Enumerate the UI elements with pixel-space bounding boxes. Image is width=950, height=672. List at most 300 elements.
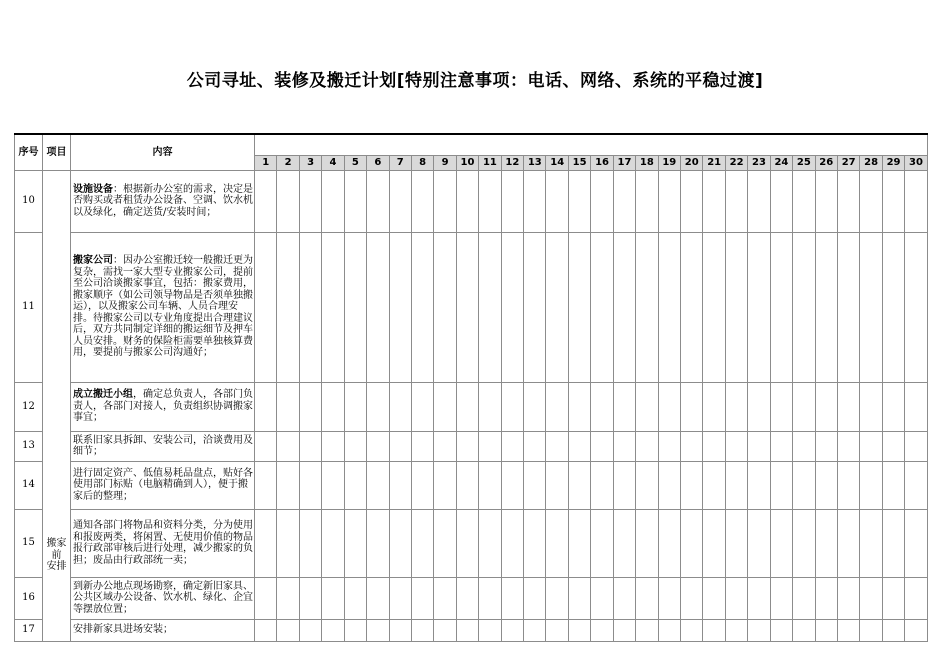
day-cell[interactable] <box>770 232 792 382</box>
day-cell[interactable] <box>411 170 433 232</box>
row-content <box>71 509 255 577</box>
day-cell[interactable] <box>815 509 837 577</box>
day-cell[interactable] <box>389 170 411 232</box>
day-cell[interactable] <box>456 461 478 509</box>
row-seq: 16 <box>15 577 43 619</box>
day-cell[interactable] <box>882 509 904 577</box>
day-cell[interactable] <box>524 170 546 232</box>
day-cell[interactable] <box>703 170 725 232</box>
day-cell[interactable] <box>725 619 747 641</box>
day-cell[interactable] <box>367 431 389 461</box>
day-cell[interactable] <box>591 431 613 461</box>
day-cell[interactable] <box>703 232 725 382</box>
category-line: 搬家 <box>46 538 67 550</box>
day-cell[interactable] <box>591 232 613 382</box>
day-cell[interactable] <box>725 431 747 461</box>
header-seq: 序号 <box>15 134 43 170</box>
day-cell[interactable] <box>524 382 546 431</box>
day-cell[interactable] <box>568 619 590 641</box>
day-cell[interactable] <box>905 461 927 509</box>
day-cell[interactable] <box>322 170 344 232</box>
day-cell[interactable] <box>255 382 277 431</box>
row-content-text: 通知各部门将物品和资料分类，分为使用和报废两类，将闲置、无使用价值的物品报行政部审核后进行处理，减少搬家的负担；废品由行政部统一卖； <box>73 520 253 566</box>
table-row <box>15 431 928 461</box>
day-cell[interactable] <box>837 619 859 641</box>
row-content <box>71 232 255 382</box>
day-cell[interactable] <box>299 461 321 509</box>
day-cell[interactable] <box>344 170 366 232</box>
day-cell[interactable] <box>524 577 546 619</box>
day-cell[interactable] <box>793 619 815 641</box>
day-cell[interactable] <box>725 170 747 232</box>
row-content-text: 到新办公地点现场勘察，确定新旧家具、公共区域办公设备、饮水机、绿化、企宜等摆放位置； <box>73 580 253 615</box>
day-cell[interactable] <box>501 577 523 619</box>
day-cell[interactable] <box>299 577 321 619</box>
day-cell[interactable] <box>367 461 389 509</box>
day-cell[interactable] <box>591 577 613 619</box>
day-cell[interactable] <box>299 619 321 641</box>
day-header: 28 <box>860 155 882 170</box>
day-cell[interactable] <box>591 619 613 641</box>
day-cell[interactable] <box>277 509 299 577</box>
header-category: 项目 <box>43 134 71 170</box>
day-header: 17 <box>613 155 635 170</box>
day-cell[interactable] <box>658 619 680 641</box>
day-header: 30 <box>905 155 927 170</box>
day-cell[interactable] <box>434 577 456 619</box>
day-header: 10 <box>456 155 478 170</box>
day-cell[interactable] <box>524 431 546 461</box>
day-cell[interactable] <box>434 382 456 431</box>
day-header: 26 <box>815 155 837 170</box>
day-cell[interactable] <box>255 461 277 509</box>
row-content <box>71 170 255 232</box>
day-cell[interactable] <box>389 619 411 641</box>
day-cell[interactable] <box>367 382 389 431</box>
day-cell[interactable] <box>434 232 456 382</box>
day-cell[interactable] <box>367 619 389 641</box>
table-row <box>15 170 928 232</box>
day-cell[interactable] <box>658 509 680 577</box>
row-content-text: 进行固定资产、低值易耗品盘点，贴好各使用部门标贴（电脑精确到人），便于搬家后的整理； <box>73 467 253 502</box>
day-cell[interactable] <box>793 382 815 431</box>
day-header: 19 <box>658 155 680 170</box>
day-cell[interactable] <box>770 509 792 577</box>
day-cell[interactable] <box>882 577 904 619</box>
table-row <box>15 382 928 431</box>
day-cell[interactable] <box>299 509 321 577</box>
day-cell[interactable] <box>860 461 882 509</box>
day-cell[interactable] <box>434 619 456 641</box>
day-header: 2 <box>277 155 299 170</box>
row-seq: 13 <box>15 431 43 461</box>
day-cell[interactable] <box>411 619 433 641</box>
row-content-heading: 搬家公司 <box>73 255 113 267</box>
day-cell[interactable] <box>277 619 299 641</box>
day-cell[interactable] <box>479 431 501 461</box>
day-cell[interactable] <box>411 577 433 619</box>
day-header: 24 <box>770 155 792 170</box>
day-cell[interactable] <box>299 232 321 382</box>
day-cell[interactable] <box>322 232 344 382</box>
day-cell[interactable] <box>815 577 837 619</box>
day-cell[interactable] <box>479 382 501 431</box>
day-cell[interactable] <box>613 431 635 461</box>
relocation-plan-table <box>14 133 928 642</box>
day-cell[interactable] <box>568 232 590 382</box>
day-cell[interactable] <box>322 382 344 431</box>
day-cell[interactable] <box>591 382 613 431</box>
day-header: 16 <box>591 155 613 170</box>
day-cell[interactable] <box>546 232 568 382</box>
day-cell[interactable] <box>681 382 703 431</box>
day-cell[interactable] <box>860 509 882 577</box>
day-cell[interactable] <box>299 431 321 461</box>
day-cell[interactable] <box>658 431 680 461</box>
day-cell[interactable] <box>546 461 568 509</box>
day-cell[interactable] <box>837 431 859 461</box>
day-cell[interactable] <box>748 509 770 577</box>
day-cell[interactable] <box>546 509 568 577</box>
day-cell[interactable] <box>681 170 703 232</box>
day-header: 6 <box>367 155 389 170</box>
day-cell[interactable] <box>568 461 590 509</box>
day-cell[interactable] <box>793 509 815 577</box>
day-cell[interactable] <box>322 577 344 619</box>
day-cell[interactable] <box>411 382 433 431</box>
day-cell[interactable] <box>748 577 770 619</box>
day-cell[interactable] <box>905 577 927 619</box>
day-cell[interactable] <box>367 509 389 577</box>
day-cell[interactable] <box>636 509 658 577</box>
day-cell[interactable] <box>658 577 680 619</box>
day-cell[interactable] <box>905 170 927 232</box>
day-cell[interactable] <box>456 619 478 641</box>
day-cell[interactable] <box>748 431 770 461</box>
day-cell[interactable] <box>837 170 859 232</box>
day-cell[interactable] <box>882 170 904 232</box>
day-cell[interactable] <box>770 461 792 509</box>
day-cell[interactable] <box>658 461 680 509</box>
day-cell[interactable] <box>344 461 366 509</box>
day-cell[interactable] <box>613 232 635 382</box>
day-cell[interactable] <box>344 431 366 461</box>
day-cell[interactable] <box>277 382 299 431</box>
day-cell[interactable] <box>546 170 568 232</box>
day-cell[interactable] <box>591 461 613 509</box>
table-row <box>15 509 928 577</box>
day-cell[interactable] <box>815 382 837 431</box>
day-cell[interactable] <box>411 232 433 382</box>
day-cell[interactable] <box>501 509 523 577</box>
day-cell[interactable] <box>568 577 590 619</box>
day-cell[interactable] <box>860 577 882 619</box>
day-header: 15 <box>568 155 590 170</box>
day-cell[interactable] <box>613 382 635 431</box>
day-cell[interactable] <box>658 382 680 431</box>
table-row <box>15 232 928 382</box>
day-cell[interactable] <box>322 619 344 641</box>
day-header: 25 <box>793 155 815 170</box>
day-cell[interactable] <box>546 619 568 641</box>
day-cell[interactable] <box>658 170 680 232</box>
day-cell[interactable] <box>681 431 703 461</box>
day-cell[interactable] <box>725 577 747 619</box>
day-cell[interactable] <box>277 431 299 461</box>
day-cell[interactable] <box>882 382 904 431</box>
day-header: 23 <box>748 155 770 170</box>
table-row <box>15 577 928 619</box>
day-header: 14 <box>546 155 568 170</box>
day-cell[interactable] <box>456 431 478 461</box>
page-title: 公司寻址、装修及搬迁计划[特别注意事项：电话、网络、系统的平稳过渡] <box>186 71 764 91</box>
day-cell[interactable] <box>479 577 501 619</box>
day-cell[interactable] <box>255 509 277 577</box>
day-cell[interactable] <box>748 619 770 641</box>
day-cell[interactable] <box>367 577 389 619</box>
day-cell[interactable] <box>681 232 703 382</box>
day-cell[interactable] <box>479 170 501 232</box>
day-cell[interactable] <box>636 382 658 431</box>
day-cell[interactable] <box>389 577 411 619</box>
day-cell[interactable] <box>770 170 792 232</box>
day-cell[interactable] <box>479 232 501 382</box>
day-cell[interactable] <box>591 509 613 577</box>
day-cell[interactable] <box>860 431 882 461</box>
day-cell[interactable] <box>636 170 658 232</box>
day-cell[interactable] <box>725 382 747 431</box>
day-cell[interactable] <box>703 461 725 509</box>
day-cell[interactable] <box>501 431 523 461</box>
day-cell[interactable] <box>344 382 366 431</box>
day-cell[interactable] <box>681 619 703 641</box>
day-cell[interactable] <box>411 431 433 461</box>
day-cell[interactable] <box>389 509 411 577</box>
day-cell[interactable] <box>837 577 859 619</box>
day-header: 21 <box>703 155 725 170</box>
day-cell[interactable] <box>546 382 568 431</box>
day-cell[interactable] <box>255 577 277 619</box>
day-cell[interactable] <box>860 232 882 382</box>
day-header: 3 <box>299 155 321 170</box>
day-cell[interactable] <box>613 577 635 619</box>
day-header: 4 <box>322 155 344 170</box>
day-cell[interactable] <box>501 382 523 431</box>
day-cell[interactable] <box>815 232 837 382</box>
day-cell[interactable] <box>636 577 658 619</box>
day-cell[interactable] <box>770 431 792 461</box>
day-cell[interactable] <box>793 170 815 232</box>
day-cell[interactable] <box>277 577 299 619</box>
day-cell[interactable] <box>299 382 321 431</box>
day-cell[interactable] <box>277 232 299 382</box>
day-cell[interactable] <box>322 461 344 509</box>
row-content <box>71 619 255 641</box>
day-cell[interactable] <box>837 382 859 431</box>
day-cell[interactable] <box>613 509 635 577</box>
day-header: 20 <box>681 155 703 170</box>
day-cell[interactable] <box>456 232 478 382</box>
day-cell[interactable] <box>524 619 546 641</box>
day-cell[interactable] <box>703 509 725 577</box>
day-cell[interactable] <box>344 619 366 641</box>
day-cell[interactable] <box>322 431 344 461</box>
header-content: 内容 <box>71 134 255 170</box>
day-cell[interactable] <box>613 461 635 509</box>
row-content <box>71 577 255 619</box>
day-cell[interactable] <box>479 509 501 577</box>
day-cell[interactable] <box>389 382 411 431</box>
row-content-heading: 设施设备 <box>73 183 113 195</box>
day-cell[interactable] <box>568 431 590 461</box>
day-cell[interactable] <box>748 170 770 232</box>
day-header: 22 <box>725 155 747 170</box>
category-line: 安排 <box>46 561 67 573</box>
row-seq: 10 <box>15 170 43 232</box>
day-cell[interactable] <box>703 431 725 461</box>
day-cell[interactable] <box>770 577 792 619</box>
day-cell[interactable] <box>568 509 590 577</box>
day-cell[interactable] <box>344 232 366 382</box>
day-cell[interactable] <box>882 461 904 509</box>
day-cell[interactable] <box>613 170 635 232</box>
day-cell[interactable] <box>501 232 523 382</box>
day-cell[interactable] <box>860 382 882 431</box>
day-cell[interactable] <box>725 232 747 382</box>
day-cell[interactable] <box>389 461 411 509</box>
day-cell[interactable] <box>456 170 478 232</box>
day-cell[interactable] <box>882 232 904 382</box>
day-cell[interactable] <box>434 431 456 461</box>
day-cell[interactable] <box>322 509 344 577</box>
day-cell[interactable] <box>479 461 501 509</box>
day-header: 18 <box>636 155 658 170</box>
day-cell[interactable] <box>434 170 456 232</box>
day-cell[interactable] <box>434 461 456 509</box>
day-cell[interactable] <box>344 577 366 619</box>
day-cell[interactable] <box>456 577 478 619</box>
day-cell[interactable] <box>905 232 927 382</box>
day-cell[interactable] <box>389 431 411 461</box>
day-cell[interactable] <box>367 170 389 232</box>
day-cell[interactable] <box>681 461 703 509</box>
day-header: 1 <box>255 155 277 170</box>
day-cell[interactable] <box>277 461 299 509</box>
day-cell[interactable] <box>793 577 815 619</box>
day-cell[interactable] <box>501 461 523 509</box>
day-cell[interactable] <box>725 461 747 509</box>
day-cell[interactable] <box>905 431 927 461</box>
day-cell[interactable] <box>793 431 815 461</box>
day-cell[interactable] <box>636 619 658 641</box>
day-cell[interactable] <box>568 382 590 431</box>
row-content-text: ：因办公室搬迁较一般搬迁更为复杂，需找一家大型专业搬家公司，提前至公司洽谈搬家事宜，包括：搬家费用，搬家顺序（如公司领导物品是否须单独搬运），以及搬家公司车辆、人员合理安排。待搬家公司以专业角度提出合理建议后，双方共同制定详细的搬运细节及押车人员安排。财务的保险柜需要单独核算费用，要提前与搬家公司沟通好； <box>73 255 253 359</box>
day-cell[interactable] <box>367 232 389 382</box>
day-cell[interactable] <box>815 461 837 509</box>
day-cell[interactable] <box>434 509 456 577</box>
day-cell[interactable] <box>613 619 635 641</box>
day-cell[interactable] <box>815 619 837 641</box>
day-cell[interactable] <box>636 232 658 382</box>
day-cell[interactable] <box>882 619 904 641</box>
day-header: 11 <box>479 155 501 170</box>
day-header: 7 <box>389 155 411 170</box>
table-row <box>15 461 928 509</box>
row-content-text: ，确定总负责人，各部门负责人，各部门对接人，负责组织协调搬家事宜； <box>73 389 253 424</box>
day-cell[interactable] <box>255 232 277 382</box>
day-cell[interactable] <box>837 509 859 577</box>
day-cell[interactable] <box>636 431 658 461</box>
day-cell[interactable] <box>411 509 433 577</box>
day-cell[interactable] <box>568 170 590 232</box>
day-cell[interactable] <box>860 170 882 232</box>
day-cell[interactable] <box>681 509 703 577</box>
day-cell[interactable] <box>860 619 882 641</box>
day-cell[interactable] <box>501 619 523 641</box>
day-cell[interactable] <box>344 509 366 577</box>
day-cell[interactable] <box>748 382 770 431</box>
day-cell[interactable] <box>524 232 546 382</box>
day-cell[interactable] <box>770 619 792 641</box>
day-cell[interactable] <box>793 232 815 382</box>
day-cell[interactable] <box>479 619 501 641</box>
day-cell[interactable] <box>703 619 725 641</box>
day-cell[interactable] <box>703 382 725 431</box>
day-cell[interactable] <box>748 232 770 382</box>
day-cell[interactable] <box>703 577 725 619</box>
day-cell[interactable] <box>546 431 568 461</box>
day-cell[interactable] <box>546 577 568 619</box>
day-cell[interactable] <box>793 461 815 509</box>
day-cell[interactable] <box>255 431 277 461</box>
day-cell[interactable] <box>411 461 433 509</box>
day-cell[interactable] <box>681 577 703 619</box>
day-header: 29 <box>882 155 904 170</box>
row-seq: 11 <box>15 232 43 382</box>
day-cell[interactable] <box>837 461 859 509</box>
row-seq: 15 <box>15 509 43 577</box>
day-header: 8 <box>411 155 433 170</box>
day-cell[interactable] <box>636 461 658 509</box>
day-cell[interactable] <box>725 509 747 577</box>
day-cell[interactable] <box>905 382 927 431</box>
day-cell[interactable] <box>524 509 546 577</box>
day-cell[interactable] <box>905 509 927 577</box>
day-cell[interactable] <box>524 461 546 509</box>
day-cell[interactable] <box>815 431 837 461</box>
day-cell[interactable] <box>456 382 478 431</box>
row-content <box>71 431 255 461</box>
day-cell[interactable] <box>456 509 478 577</box>
day-cell[interactable] <box>591 170 613 232</box>
row-seq: 12 <box>15 382 43 431</box>
day-cell[interactable] <box>837 232 859 382</box>
day-cell[interactable] <box>255 619 277 641</box>
day-cell[interactable] <box>501 170 523 232</box>
day-cell[interactable] <box>770 382 792 431</box>
day-cell[interactable] <box>905 619 927 641</box>
day-cell[interactable] <box>277 170 299 232</box>
day-cell[interactable] <box>299 170 321 232</box>
category-line: 前 <box>51 549 62 561</box>
day-cell[interactable] <box>389 232 411 382</box>
day-cell[interactable] <box>882 431 904 461</box>
day-cell[interactable] <box>255 170 277 232</box>
day-cell[interactable] <box>815 170 837 232</box>
day-cell[interactable] <box>658 232 680 382</box>
day-cell[interactable] <box>748 461 770 509</box>
category-cell <box>43 170 71 641</box>
